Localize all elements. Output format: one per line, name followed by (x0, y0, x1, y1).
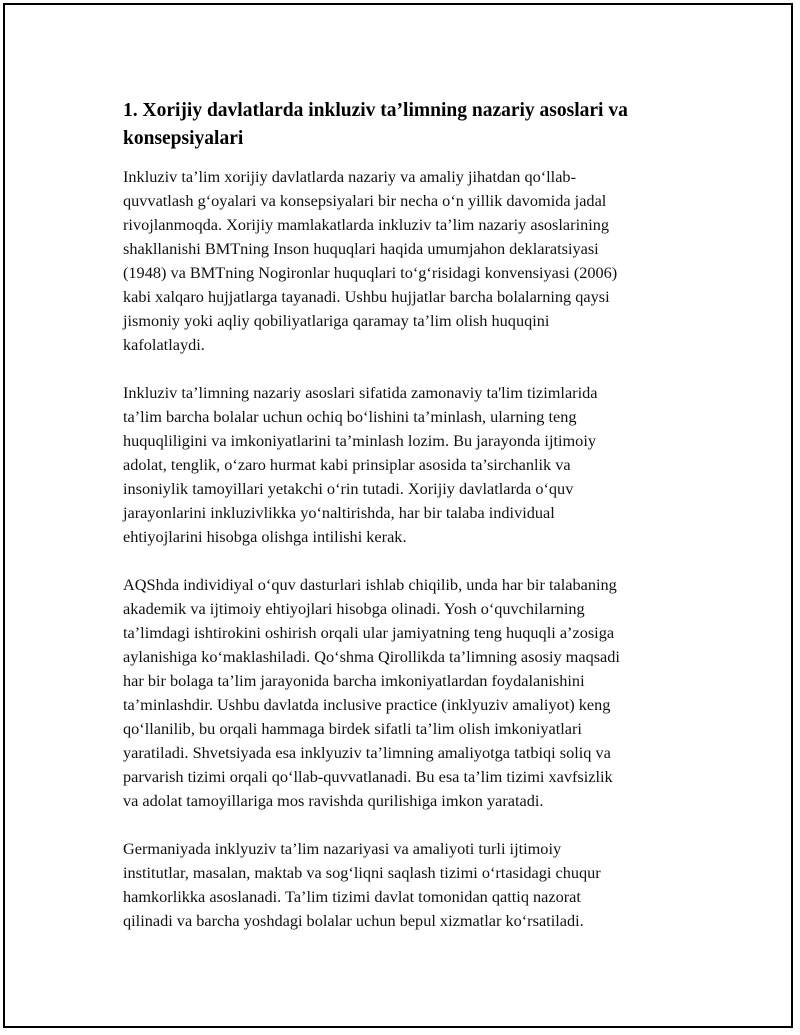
heading-line: 1. Xorijiy davlatlarda inkluziv ta’limning nazariy asoslari va (123, 100, 628, 121)
heading-line: konsepsiyalari (123, 128, 244, 149)
text-line: parvarish tizimi orqali qo‘llab-quvvatlanadi. Bu esa ta’lim tizimi xavfsizlik (123, 767, 613, 786)
text-line: (1948) va BMTning Nogironlar huquqlari to‘g‘risidagi konvensiyasi (2006) (123, 263, 618, 282)
paragraph-3 (123, 573, 683, 813)
text-line: shakllanishi BMTning Inson huquqlari haqida umumjahon deklaratsiyasi (123, 239, 599, 258)
text-line: ta’lim barcha bolalar uchun ochiq bo‘lishini ta’minlash, ularning teng (123, 407, 577, 426)
text-line: yaratiladi. Shvetsiyada esa inklyuziv ta’limning amaliyotga tatbiqi soliq va (123, 743, 611, 762)
text-line: kafolatlaydi. (123, 335, 205, 354)
text-line: AQShda individiyal o‘quv dasturlari ishlab chiqilib, unda har bir talabaning (123, 575, 617, 594)
paragraph-1 (123, 165, 683, 357)
document-body (123, 97, 683, 957)
text-line: Inkluziv ta’lim xorijiy davlatlarda nazariy va amaliy jihatdan qo‘llab- (123, 167, 576, 186)
text-line: huquqliligini va imkoniyatlarini ta’minlash lozim. Bu jarayonda ijtimoiy (123, 431, 596, 450)
text-line: ehtiyojlarini hisobga olishga intilishi kerak. (123, 527, 407, 546)
text-line: ta’minlashdir. Ushbu davlatda inclusive practice (inklyuziv amaliyot) keng (123, 695, 611, 714)
text-line: ta’limdagi ishtirokini oshirish orqali ular jamiyatning teng huquqli a’zosiga (123, 623, 615, 642)
paragraph-2 (123, 381, 683, 549)
text-line: hamkorlikka asoslanadi. Ta’lim tizimi davlat tomonidan qattiq nazorat (123, 887, 581, 906)
text-line: jarayonlarini inkluzivlikka yo‘naltirishda, har bir talaba individual (123, 503, 555, 522)
text-line: insoniylik tamoyillari yetakchi o‘rin tutadi. Xorijiy davlatlarda o‘quv (123, 479, 574, 498)
text-line: institutlar, masalan, maktab va sog‘liqni saqlash tizimi o‘rtasidagi chuqur (123, 863, 601, 882)
text-line: qo‘llanilib, bu orqali hammaga birdek sifatli ta’lim olish imkoniyatlari (123, 719, 582, 738)
text-line: qilinadi va barcha yoshdagi bolalar uchun bepul xizmatlar ko‘rsatiladi. (123, 911, 584, 930)
paragraph-4 (123, 837, 683, 933)
section-heading (123, 97, 683, 153)
text-line: aylanishiga ko‘maklashiladi. Qo‘shma Qirollikda ta’limning asosiy maqsadi (123, 647, 620, 666)
text-line: har bir bolaga ta’lim jarayonida barcha imkoniyatlardan foydalanishini (123, 671, 585, 690)
text-line: va adolat tamoyillariga mos ravishda qurilishiga imkon yaratadi. (123, 791, 544, 810)
text-line: akademik va ijtimoiy ehtiyojlari hisobga olinadi. Yosh o‘quvchilarning (123, 599, 585, 618)
text-line: adolat, tenglik, o‘zaro hurmat kabi prinsiplar asosida ta’sirchanlik va (123, 455, 571, 474)
text-line: Germaniyada inklyuziv ta’lim nazariyasi va amaliyoti turli ijtimoiy (123, 839, 562, 858)
page-frame (3, 3, 793, 1028)
text-line: jismoniy yoki aqliy qobiliyatlariga qaramay ta’lim olish huquqini (123, 311, 550, 330)
text-line: kabi xalqaro hujjatlarga tayanadi. Ushbu hujjatlar barcha bolalarning qaysi (123, 287, 610, 306)
text-line: Inkluziv ta’limning nazariy asoslari sifatida zamonaviy ta'lim tizimlarida (123, 383, 598, 402)
text-line: quvvatlash g‘oyalari va konsepsiyalari bir necha o‘n yillik davomida jadal (123, 191, 607, 210)
text-line: rivojlanmoqda. Xorijiy mamlakatlarda inkluziv ta’lim nazariy asoslarining (123, 215, 610, 234)
